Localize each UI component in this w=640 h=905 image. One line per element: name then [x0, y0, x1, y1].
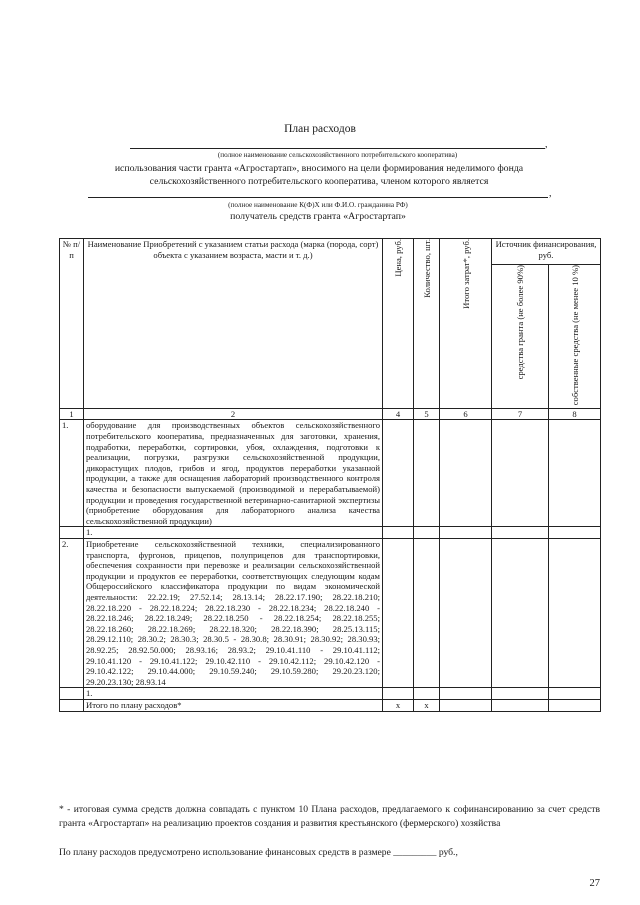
grant-cell	[492, 420, 549, 527]
farmer-line-comma: ,	[549, 188, 552, 199]
own-cell	[549, 420, 601, 527]
header-total-cell	[440, 239, 492, 409]
recipient-text: получатель средств гранта «Агростартап»	[230, 211, 406, 222]
total-own-cell	[549, 699, 601, 711]
caption-farmer: (полное наименование К(Ф)Х или Ф.И.О. гражданина РФ)	[228, 201, 408, 209]
qty-cell	[414, 688, 440, 700]
own-cell	[549, 527, 601, 539]
total-cell	[440, 420, 492, 527]
header-name: Наименование Приобретений с указанием статьи расхода (марка (порода, сорт) объекта с указанием возраста, масти и т. д.)	[84, 239, 383, 409]
col-number: 8	[549, 408, 601, 420]
row-text: оборудование для производственных объектов сельскохозяйственного потребительского кооператива, предназначенных для заготовки, хранения, подработки, переработки, сортировки, убоя, охлаждения, подготовки к реализации, погрузки, разгрузки сельскохозяйственной продукции, дикорастущих плодов, грибов и ягод, продуктов переработки указанной продукции, а также для оснащения лабораторий производственного контроля качества и безопасности выпускаемой (производимой и перерабатываемой) продукции и проведения государственной ветеринарно-санитарной экспертизы (приобретение оборудования для лабораторного анализа качества сельскохозяйственной продукции)	[84, 420, 383, 527]
row-num	[60, 688, 84, 700]
page-number: 27	[589, 878, 600, 889]
row-text: Приобретение сельскохозяйственной техники, специализированного транспорта, фургонов, прицепов, полуприцепов для транспортировки, обеспечения сохранности при перевозке и реализации сельскохозяйственной продукции и продуктов ее переработки, соответствующих следующим кодам Общероссийского классификатора продукции по видам экономической деятельности: 22.22.19; 27.52.14; 28.13.14; 28.22.17.190; 28.22.18.210; 28.22.18.220 - 28.22.18.224; 28.22.18.230 - 28.22.18.234; 28.22.18.240 - 28.22.18.246; 28.22.18.249; 28.22.18.250 - 28.22.18.254; 28.22.18.255; 28.22.18.260; 28.22.18.269; 28.22.18.320; 28.22.18.390; 28.25.13.115; 28.29.12.110; 28.30.2; 28.30.3; 28.30.5 - 28.30.8; 28.30.91; 28.30.92; 28.30.93; 28.92.25; 28.92.50.000; 28.93.16; 28.93.2; 29.10.41.110 - 29.10.41.112; 29.10.41.120 - 29.10.41.122; 29.10.42.110 - 29.10.42.112; 29.10.42.120 - 29.10.42.122; 29.10.44.000; 29.10.59.240; 29.10.59.280; 29.20.23.120; 29.20.23.130; 28.93.14	[84, 539, 383, 688]
header-price: Цена, руб.	[393, 239, 403, 277]
total-grant-cell	[492, 699, 549, 711]
total-cell	[440, 539, 492, 688]
page-title: План расходов	[284, 123, 356, 135]
price-cell	[383, 420, 414, 527]
total-sum-cell	[440, 699, 492, 711]
table-row	[60, 527, 601, 539]
plan-sum-text: По плану расходов предусмотрено использование финансовых средств в размере _________ руб.,	[59, 847, 458, 858]
header-own-cell	[549, 265, 601, 409]
col-number: 1	[60, 408, 84, 420]
row-text: 1.	[84, 688, 383, 700]
table-row	[60, 688, 601, 700]
total-cell	[440, 527, 492, 539]
col-number: 2	[84, 408, 383, 420]
header-own: собственные средства (не менее 10 %)	[569, 265, 580, 406]
grant-cell	[492, 539, 549, 688]
caption-coop: (полное наименование сельскохозяйственного потребительского кооператива)	[217, 151, 458, 159]
row-num: 1.	[60, 420, 84, 527]
col-number: 4	[383, 408, 414, 420]
expense-plan-table	[59, 238, 601, 712]
row-num	[60, 527, 84, 539]
total-label: Итого по плану расходов*	[84, 699, 383, 711]
total-num-cell	[60, 699, 84, 711]
coop-name-line	[130, 148, 545, 149]
price-cell	[383, 527, 414, 539]
coop-line-comma: ,	[545, 139, 548, 150]
col-number: 7	[492, 408, 549, 420]
header-qty: Количество, шт.	[421, 239, 432, 298]
price-cell	[383, 688, 414, 700]
qty-cell	[414, 539, 440, 688]
header-total: Итого затрат*, руб.	[460, 239, 471, 309]
own-cell	[549, 539, 601, 688]
qty-cell	[414, 420, 440, 527]
col-number: 5	[414, 408, 440, 420]
price-cell	[383, 539, 414, 688]
row-text: 1.	[84, 527, 383, 539]
grant-cell	[492, 527, 549, 539]
col-number: 6	[440, 408, 492, 420]
header-grant-cell	[492, 265, 549, 409]
header-price-cell	[383, 239, 414, 409]
total-price-mark: x	[383, 699, 414, 711]
own-cell	[549, 688, 601, 700]
total-cell	[440, 688, 492, 700]
grant-cell	[492, 688, 549, 700]
table-row	[60, 420, 601, 527]
header-grant: средства гранта (не более 90%)	[515, 265, 525, 380]
header-qty-cell	[414, 239, 440, 409]
total-qty-mark: x	[414, 699, 440, 711]
table-row	[60, 539, 601, 688]
footnote: * - итоговая сумма средств должна совпадать с пунктом 10 Плана расходов, предлагаемого к софинансированию за счет средств гранта «Агростартап» на реализацию проектов создания и развития крестьянского (фермерского) хозяйства	[59, 804, 600, 829]
header-num: № п/п	[60, 239, 84, 409]
farmer-name-line	[88, 197, 548, 198]
purpose-text: использования части гранта «Агростартап», вносимого на цели формирования неделимого фонда сельскохозяйственного потребительского кооператива, членом которого является	[114, 163, 524, 187]
total-row	[60, 699, 601, 711]
qty-cell	[414, 527, 440, 539]
header-sources: Источник финансирования, руб.	[492, 239, 601, 265]
row-num: 2.	[60, 539, 84, 688]
